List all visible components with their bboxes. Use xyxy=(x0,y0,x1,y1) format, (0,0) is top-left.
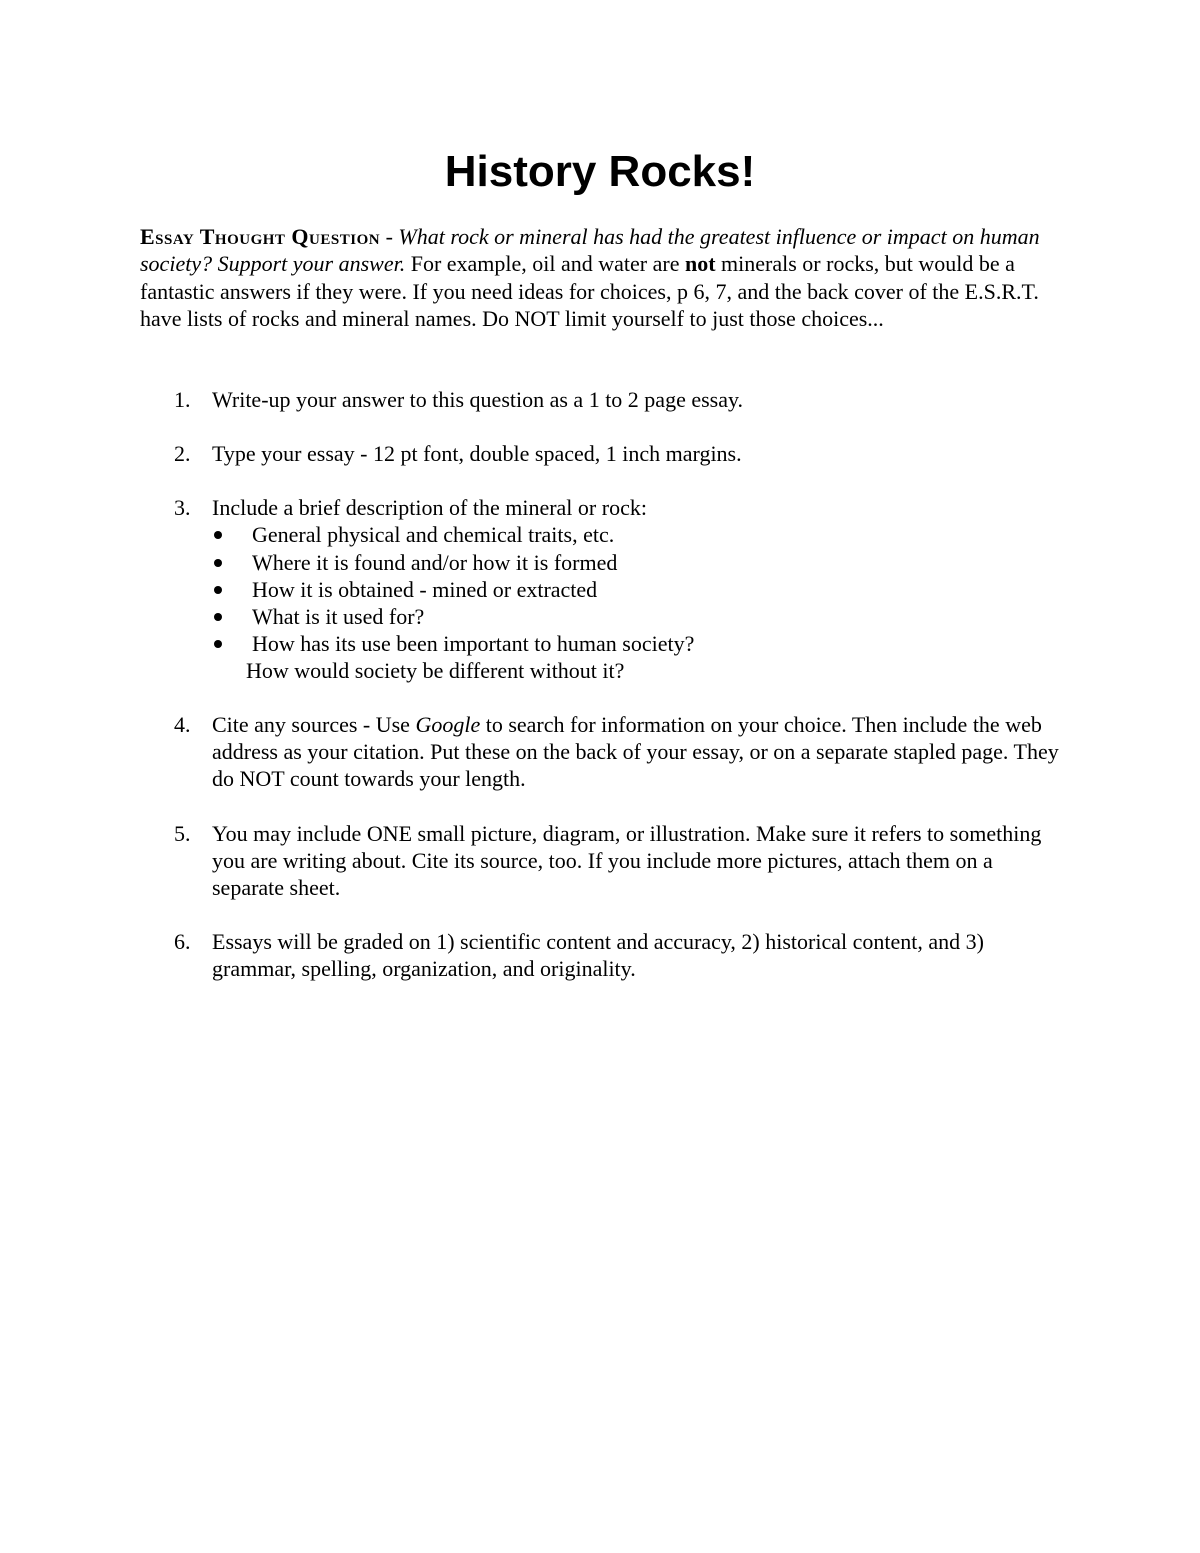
list-item-4 xyxy=(140,711,1065,792)
list-item-5 xyxy=(140,820,1065,901)
item-text: Write-up your answer to this question as a 1 to 2 page essay. xyxy=(212,387,744,412)
item-text: Essays will be graded on 1) scientific content and accuracy, 2) historical content, and 3) grammar, spelling, organization, and originality. xyxy=(212,928,984,981)
not-emphasis: not xyxy=(684,251,716,277)
list-item-2 xyxy=(140,440,1065,467)
list-item-3 xyxy=(140,494,1065,684)
bullet-item xyxy=(212,521,1065,548)
bullet-icon xyxy=(214,613,222,621)
bullet-icon xyxy=(214,531,222,539)
item-text-before: Cite any sources - Use xyxy=(212,712,416,738)
item-number: 4. xyxy=(174,712,191,738)
page-title: History Rocks! xyxy=(444,147,756,196)
item-number: 3. xyxy=(174,495,191,521)
bullet-item xyxy=(212,630,1065,657)
bullet-text: Where it is found and/or how it is formed xyxy=(252,549,618,575)
intro-text-part-2: minerals or rocks, but would be a fantastic answers if they were. If you need ideas for choices, p 6, 7, and the back cover of the E.S.R.T. have lists of rocks and mineral names. Do NOT limit yourself to just those choices... xyxy=(140,251,1039,331)
bullet-item xyxy=(212,576,1065,603)
item-number: 2. xyxy=(174,441,191,467)
google-emphasis: Google xyxy=(415,712,481,738)
item-number: 1. xyxy=(174,387,191,412)
bullet-text: General physical and chemical traits, etc. xyxy=(252,522,615,548)
bullet-text: How it is obtained - mined or extracted xyxy=(252,576,598,602)
bullet-icon xyxy=(214,559,222,567)
intro-text-part-1: For example, oil and water are xyxy=(405,251,685,277)
item-text-after: to search for information on your choice. Then include the web address as your citation. Put these on the back of your essay, or on a separate stapled page. They do NOT count towards your length. xyxy=(212,712,1059,792)
bullet-text: How has its use been important to human society? xyxy=(252,630,695,656)
description-bullets xyxy=(212,521,1065,656)
bullet-icon xyxy=(214,586,222,594)
item-text xyxy=(212,712,1059,791)
essay-question-paragraph xyxy=(140,223,1065,332)
list-item-6 xyxy=(140,928,1065,982)
bullet-item xyxy=(212,549,1065,576)
essay-question-label: Essay Thought Question xyxy=(140,224,381,249)
label-dash: - xyxy=(380,224,399,249)
item-text: Type your essay - 12 pt font, double spaced, 1 inch margins. xyxy=(212,441,742,467)
item-number: 5. xyxy=(174,820,191,846)
bullet-text: What is it used for? xyxy=(252,603,425,629)
instructions-list xyxy=(140,386,1065,1009)
item-number: 6. xyxy=(174,928,191,954)
bullet-icon xyxy=(214,640,222,648)
item-text: You may include ONE small picture, diagram, or illustration. Make sure it refers to something you are writing about. Cite its source, too. If you include more pictures, attach them on a separate sheet. xyxy=(212,820,1042,900)
bullet-item xyxy=(212,603,1065,630)
list-item-1 xyxy=(140,386,1065,413)
bullet-continuation: How would society be different without it? xyxy=(246,657,625,683)
essay-question-text: What rock or mineral has had the greatest influence or impact on human society? Support your answer. xyxy=(140,224,1040,277)
item-text: Include a brief description of the mineral or rock: xyxy=(212,495,647,521)
